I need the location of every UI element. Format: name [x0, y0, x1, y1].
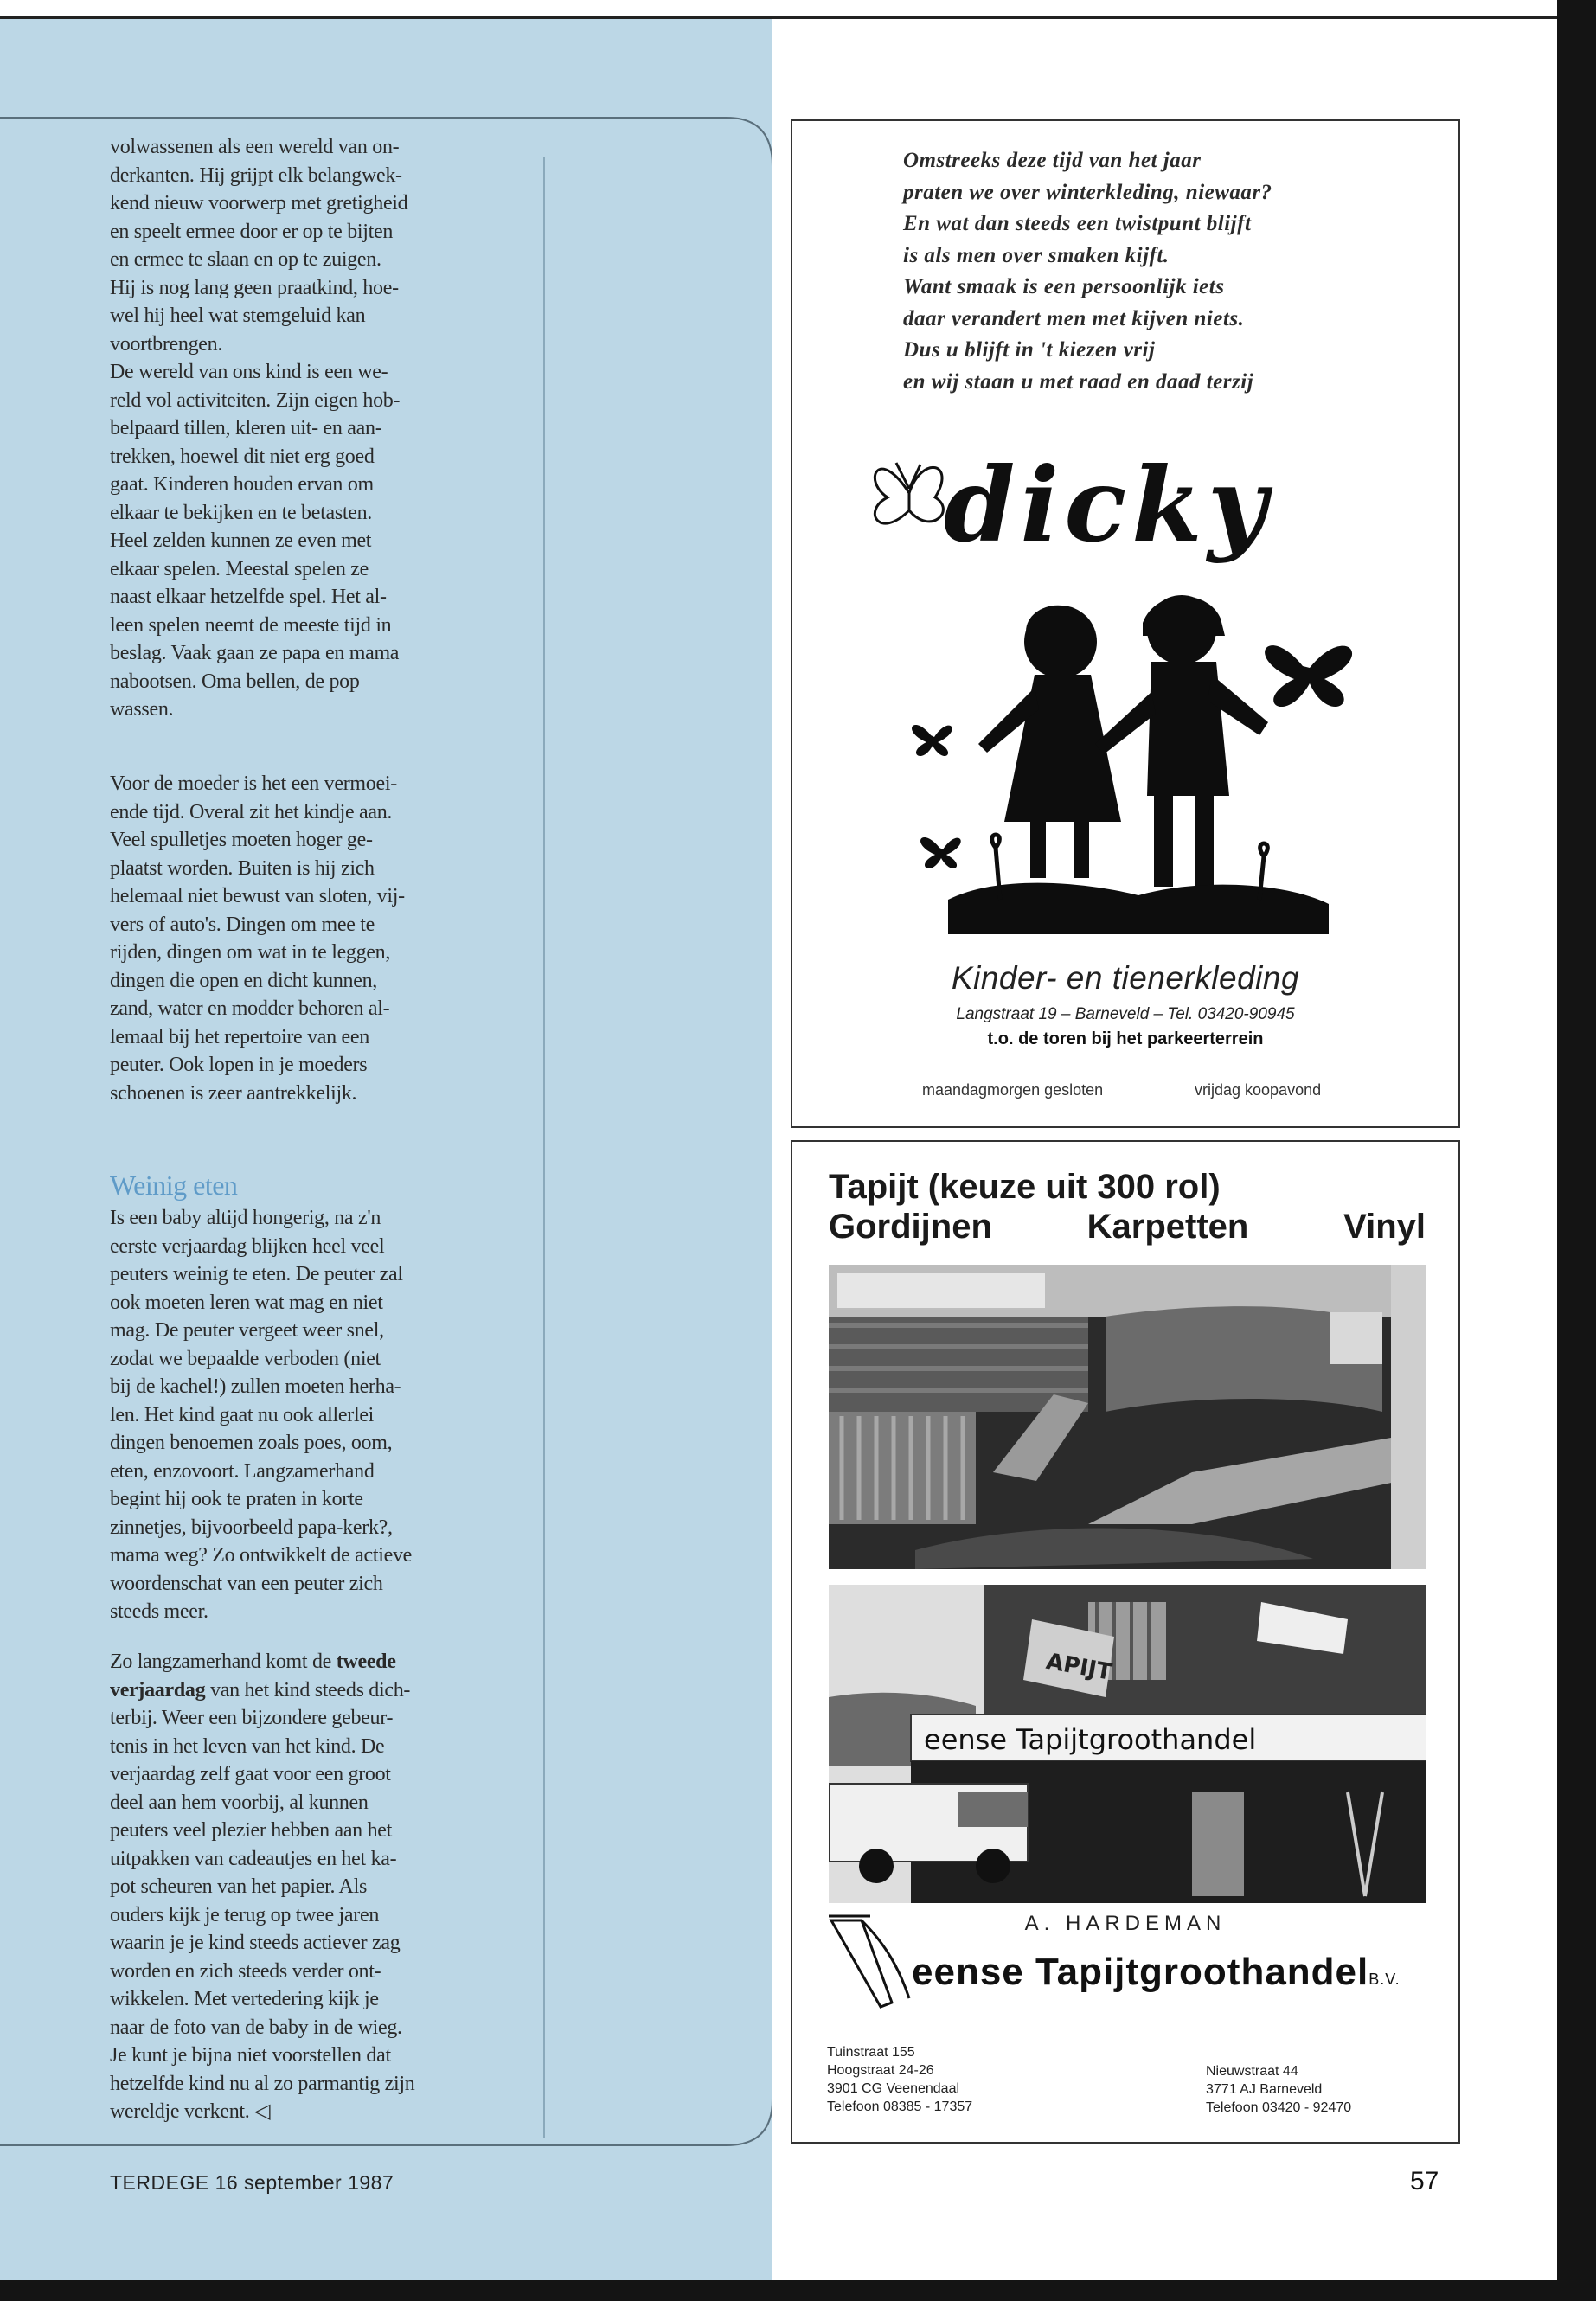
- product-karpetten: Karpetten: [1086, 1208, 1249, 1246]
- ad-tapijt-address-barneveld: Nieuwstraat 44 3771 AJ Barneveld Telefoon 03420 - 92470: [1206, 2064, 1352, 2115]
- ad-dicky-subtitle: Kinder- en tienerkleding: [951, 960, 1300, 996]
- scan-edge-bottom: [0, 2280, 1596, 2301]
- ad-tapijt: [791, 1140, 1460, 2144]
- banner-text: APIJT: [1044, 1648, 1114, 1686]
- v-logo-mark: [827, 1912, 913, 2016]
- page-number: 57: [1410, 2167, 1439, 2195]
- article-paragraph-1: volwassenen als een wereld van on- derkanten. Hij grijpt elk belangwek- kend nieuw voorwerp met gretigheid en speelt ermee door er op te bijten en ermee te slaan en op te zuigen. Hij is nog lang geen praatkind, hoe- wel hij heel wat stemgeluid kan voortbrengen. De wereld van ons kind is een we- reld vol activiteiten. Zijn eigen hob- belpaard tillen, kleren uit- en aan- trekken, hoewel dit niet erg goed gaat. Kinderen houden ervan om elkaar te bekijken en te betasten. Heel zelden kunnen ze even met elkaar spelen. Meestal spelen ze naast elkaar hetzelfde spel. Het al- leen spelen neemt de meeste tijd in beslag. Vaak gaan ze papa en mama nabootsen. Oma bellen, de pop wassen.: [110, 136, 408, 721]
- column-divider: [543, 157, 545, 2138]
- product-gordijnen: Gordijnen: [829, 1208, 992, 1246]
- article-paragraph-2: Voor de moeder is het een vermoei- ende tijd. Overal zit het kindje aan. Veel spulletjes moeten hoger ge- plaatst worden. Buiten is hij zich helemaal niet bewust van sloten, vij- vers of auto's. Dingen om mee te rijden, dingen om wat in te leggen, dingen die open en dicht kunnen, zand, water en modder behoren al- lemaal bij het repertoire van een peuter. Ook lopen in je moeders schoenen is zeer aantrekkelijk.: [110, 772, 405, 1105]
- ad-tapijt-owner: A. HARDEMAN: [1024, 1912, 1227, 1935]
- brand-text: eense Tapijtgroothandel: [912, 1951, 1369, 1993]
- article-paragraph-4: [110, 1648, 516, 2126]
- storefront-photo: [829, 1585, 1426, 1903]
- butterfly-icon: [1265, 645, 1352, 707]
- brand-suffix: B.V.: [1368, 1971, 1401, 1988]
- ad-tapijt-brand: [912, 1951, 1401, 1994]
- butterfly-small-icon: [912, 725, 961, 868]
- children-silhouette-illustration: [896, 571, 1381, 952]
- article-paragraph-3: Is een baby altijd hongerig, na z'n eerste verjaardag blijken heel veel peuters weinig te eten. De peuter zal ook moeten leren wat mag en niet mag. De peuter vergeet weer snel, zodat we bepaalde verboden (niet bij de kachel!) zullen moeten herha- len. Het kind gaat nu ook allerlei dingen benoemen zoals poes, oom, eten, enzovoort. Langzamerhand begint hij ook te praten in korte zinnetjes, bijvoorbeeld papa-kerk?, mama weg? Zo ontwikkelt de actieve woordenschat van een peuter zich steeds meer.: [110, 1207, 412, 1623]
- ad-tapijt-products: [829, 1208, 1426, 1247]
- ad-tapijt-address-veenendaal: Tuinstraat 155 Hoogstraat 24-26 3901 CG Veenendaal Telefoon 08385 - 17357: [827, 2045, 973, 2114]
- article-panel: [0, 19, 772, 2280]
- ad-dicky-hours-late: vrijdag koopavond: [1195, 1081, 1322, 1099]
- para4-bold: tweede verjaardag: [110, 1650, 396, 1702]
- product-vinyl: Vinyl: [1343, 1208, 1426, 1246]
- ad-poem: Omstreeks deze tijd van het jaar praten we over winterkleding, niewaar? En wat dan steeds een twistpunt blijft is als men over smaken kijft. Want smaak is een persoonlijk iets daar verandert men met kijven niets. Dus u blijft in 't kiezen vrij en wij staan u met raad en daad terzij: [903, 149, 1272, 394]
- shop-sign-text: eense Tapijtgroothandel: [924, 1723, 1257, 1756]
- ad-dicky-hours-closed: maandagmorgen gesloten: [922, 1081, 1104, 1099]
- showroom-photo: [829, 1265, 1426, 1569]
- ad-dicky: [791, 119, 1460, 1128]
- footer-issue: TERDEGE 16 september 1987: [110, 2171, 394, 2194]
- logo-text: dicky: [944, 445, 1272, 565]
- ad-dicky-address: Langstraat 19 – Barneveld – Tel. 03420-90945: [956, 1005, 1295, 1023]
- butterfly-outline-icon: [875, 463, 943, 523]
- para4-text-a: Zo langzamerhand komt de: [110, 1650, 337, 1673]
- ad-dicky-location: t.o. de toren bij het parkeerterrein: [987, 1029, 1264, 1048]
- scan-edge-right: [1557, 0, 1596, 2301]
- ad-tapijt-headline: Tapijt (keuze uit 300 rol): [829, 1168, 1221, 1206]
- para4-text-b: van het kind steeds dich- terbij. Weer een bijzondere gebeur- tenis in het leven van het kind. De verjaardag zelf gaat voor een groot deel aan hem voorbij, al kunnen peuters veel plezier hebben aan het uitpakken van cadeautjes en het ka- pot scheuren van het papier. Als ouders kijk je terug op twee jaren waarin je je kind steeds actiever zag worden en zich steeds verder ont- wikkelen. Met vertedering kijk je naar de foto van de baby in de wieg. Je kunt je bijna niet voorstellen dat hetzelfde kind nu al zo parmantig zijn wereldje verkent. ◁: [110, 1678, 415, 2123]
- dicky-logo: [862, 428, 1415, 575]
- article-subheading: Weinig eten: [110, 1170, 238, 1201]
